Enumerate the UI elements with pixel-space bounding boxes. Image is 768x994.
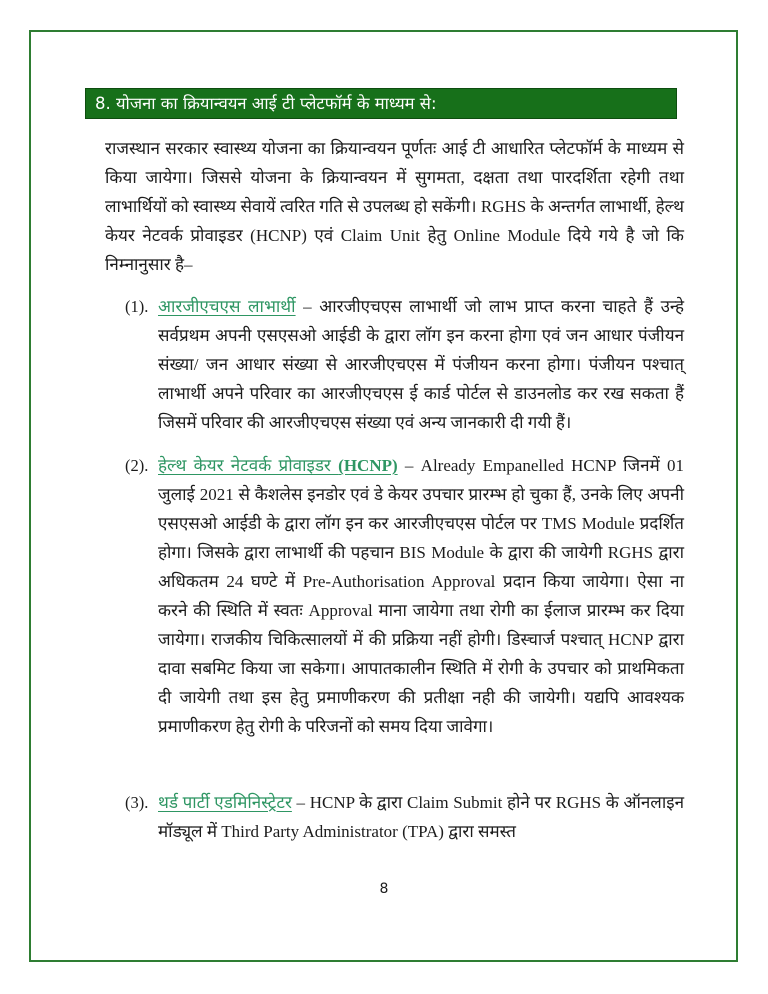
list-item: [125, 451, 684, 741]
section-title: 8. योजना का क्रियान्वयन आई टी प्लेटफॉर्म के माध्यम से:: [95, 94, 437, 113]
list-item-number: (1).: [125, 297, 149, 316]
item-heading: [158, 456, 398, 475]
item-separator: –: [291, 793, 310, 812]
item-heading-bold: (HCNP): [338, 456, 398, 475]
page-number: 8: [379, 881, 389, 897]
item-body: HCNP के द्वारा Claim Submit होने पर RGHS के ऑनलाइन मॉड्यूल में Third Party Administrator (TPA) द्वारा समस्त: [158, 793, 685, 841]
intro-text: राजस्थान सरकार स्वास्थ्य योजना का क्रियान्वयन पूर्णतः आई टी आधारित प्लेटफॉर्म के माध्यम से किया जायेगा। जिससे योजना के क्रियान्वयन में सुगमता, दक्षता तथा पारदर्शिता रहेगी तथा लाभार्थियों को स्वास्थ्य सेवायें त्वरित गति से उपलब्ध हो सकेंगी। RGHS के अन्तर्गत लाभार्थी, हेल्थ केयर नेटवर्क प्रोवाइडर (HCNP) एवं Claim Unit हेतु Online Module दिये गये है जो कि निम्नानुसार है–: [105, 139, 684, 274]
list-item-number: (2).: [125, 456, 149, 475]
list-item-text: [158, 451, 684, 741]
section-title-bar: [85, 88, 677, 119]
list-item: [125, 788, 684, 846]
item-separator: –: [397, 456, 421, 475]
item-body: आरजीएचएस लाभार्थी जो लाभ प्राप्त करना चाहते हैं उन्हे सर्वप्रथम अपनी एसएसओ आईडी के द्वारा लॉग इन करना होगा एवं जन आधार पंजीयन संख्या/ जन आधार संख्या से आरजीएचएस में पंजीयन करना होगा। पंजीयन पश्चात् लाभार्थी अपने परिवार का आरजीएचएस ई कार्ड पोर्टल से डाउनलोड कर रख सकता हैं जिसमें परिवार की आरजीएचएस संख्या एवं अन्य जानकारी दी गयी हैं।: [158, 297, 685, 432]
item-heading-text: आरजीएचएस लाभार्थी: [158, 297, 296, 316]
intro-paragraph: [105, 134, 684, 279]
item-body: Already Empanelled HCNP जिनमें 01 जुलाई 2021 से कैशलेस इनडोर एवं डे केयर उपचार प्रारम्भ हो चुका हैं, उनके लिए अपनी एसएसओ आईडी के द्वारा लॉग इन कर आरजीएचएस पोर्टल पर TMS Module प्रदर्शित होगा। जिसके द्वारा लाभार्थी की पहचान BIS Module के द्वारा की जायेगी RGHS द्वारा अधिकतम 24 घण्टे में Pre-Authorisation Approval प्रदान किया जायेगा। ऐसा ना करने की स्थिति में स्वतः Approval माना जायेगा तथा रोगी का ईलाज प्रारम्भ कर दिया जायेगा। राजकीय चिकित्सालयों में की प्रक्रिया नहीं होगी। डिस्चार्ज पश्चात् HCNP द्वारा दावा सबमिट किया जा सकेगा। आपातकालीन स्थिति में रोगी के उपचार को प्राथमिकता दी जायेगी तथा इस हेतु प्रमाणीकरण की प्रतीक्षा नही की जायेगी। यद्यपि आवश्यक प्रमाणीकरण हेतु रोगी के परिजनों को समय दिया जावेगा।: [158, 456, 684, 736]
item-heading-text: थर्ड पार्टी एडमिनिस्ट्रेटर: [158, 793, 292, 812]
item-heading: [158, 793, 292, 812]
item-separator: –: [295, 297, 320, 316]
list-item-text: [158, 292, 684, 437]
list-item-number: (3).: [125, 793, 149, 812]
item-heading-text: हेल्थ केयर नेटवर्क प्रोवाइडर: [158, 456, 339, 475]
list-item-text: [158, 788, 684, 846]
list-item: [125, 292, 684, 437]
item-heading: [158, 297, 296, 316]
